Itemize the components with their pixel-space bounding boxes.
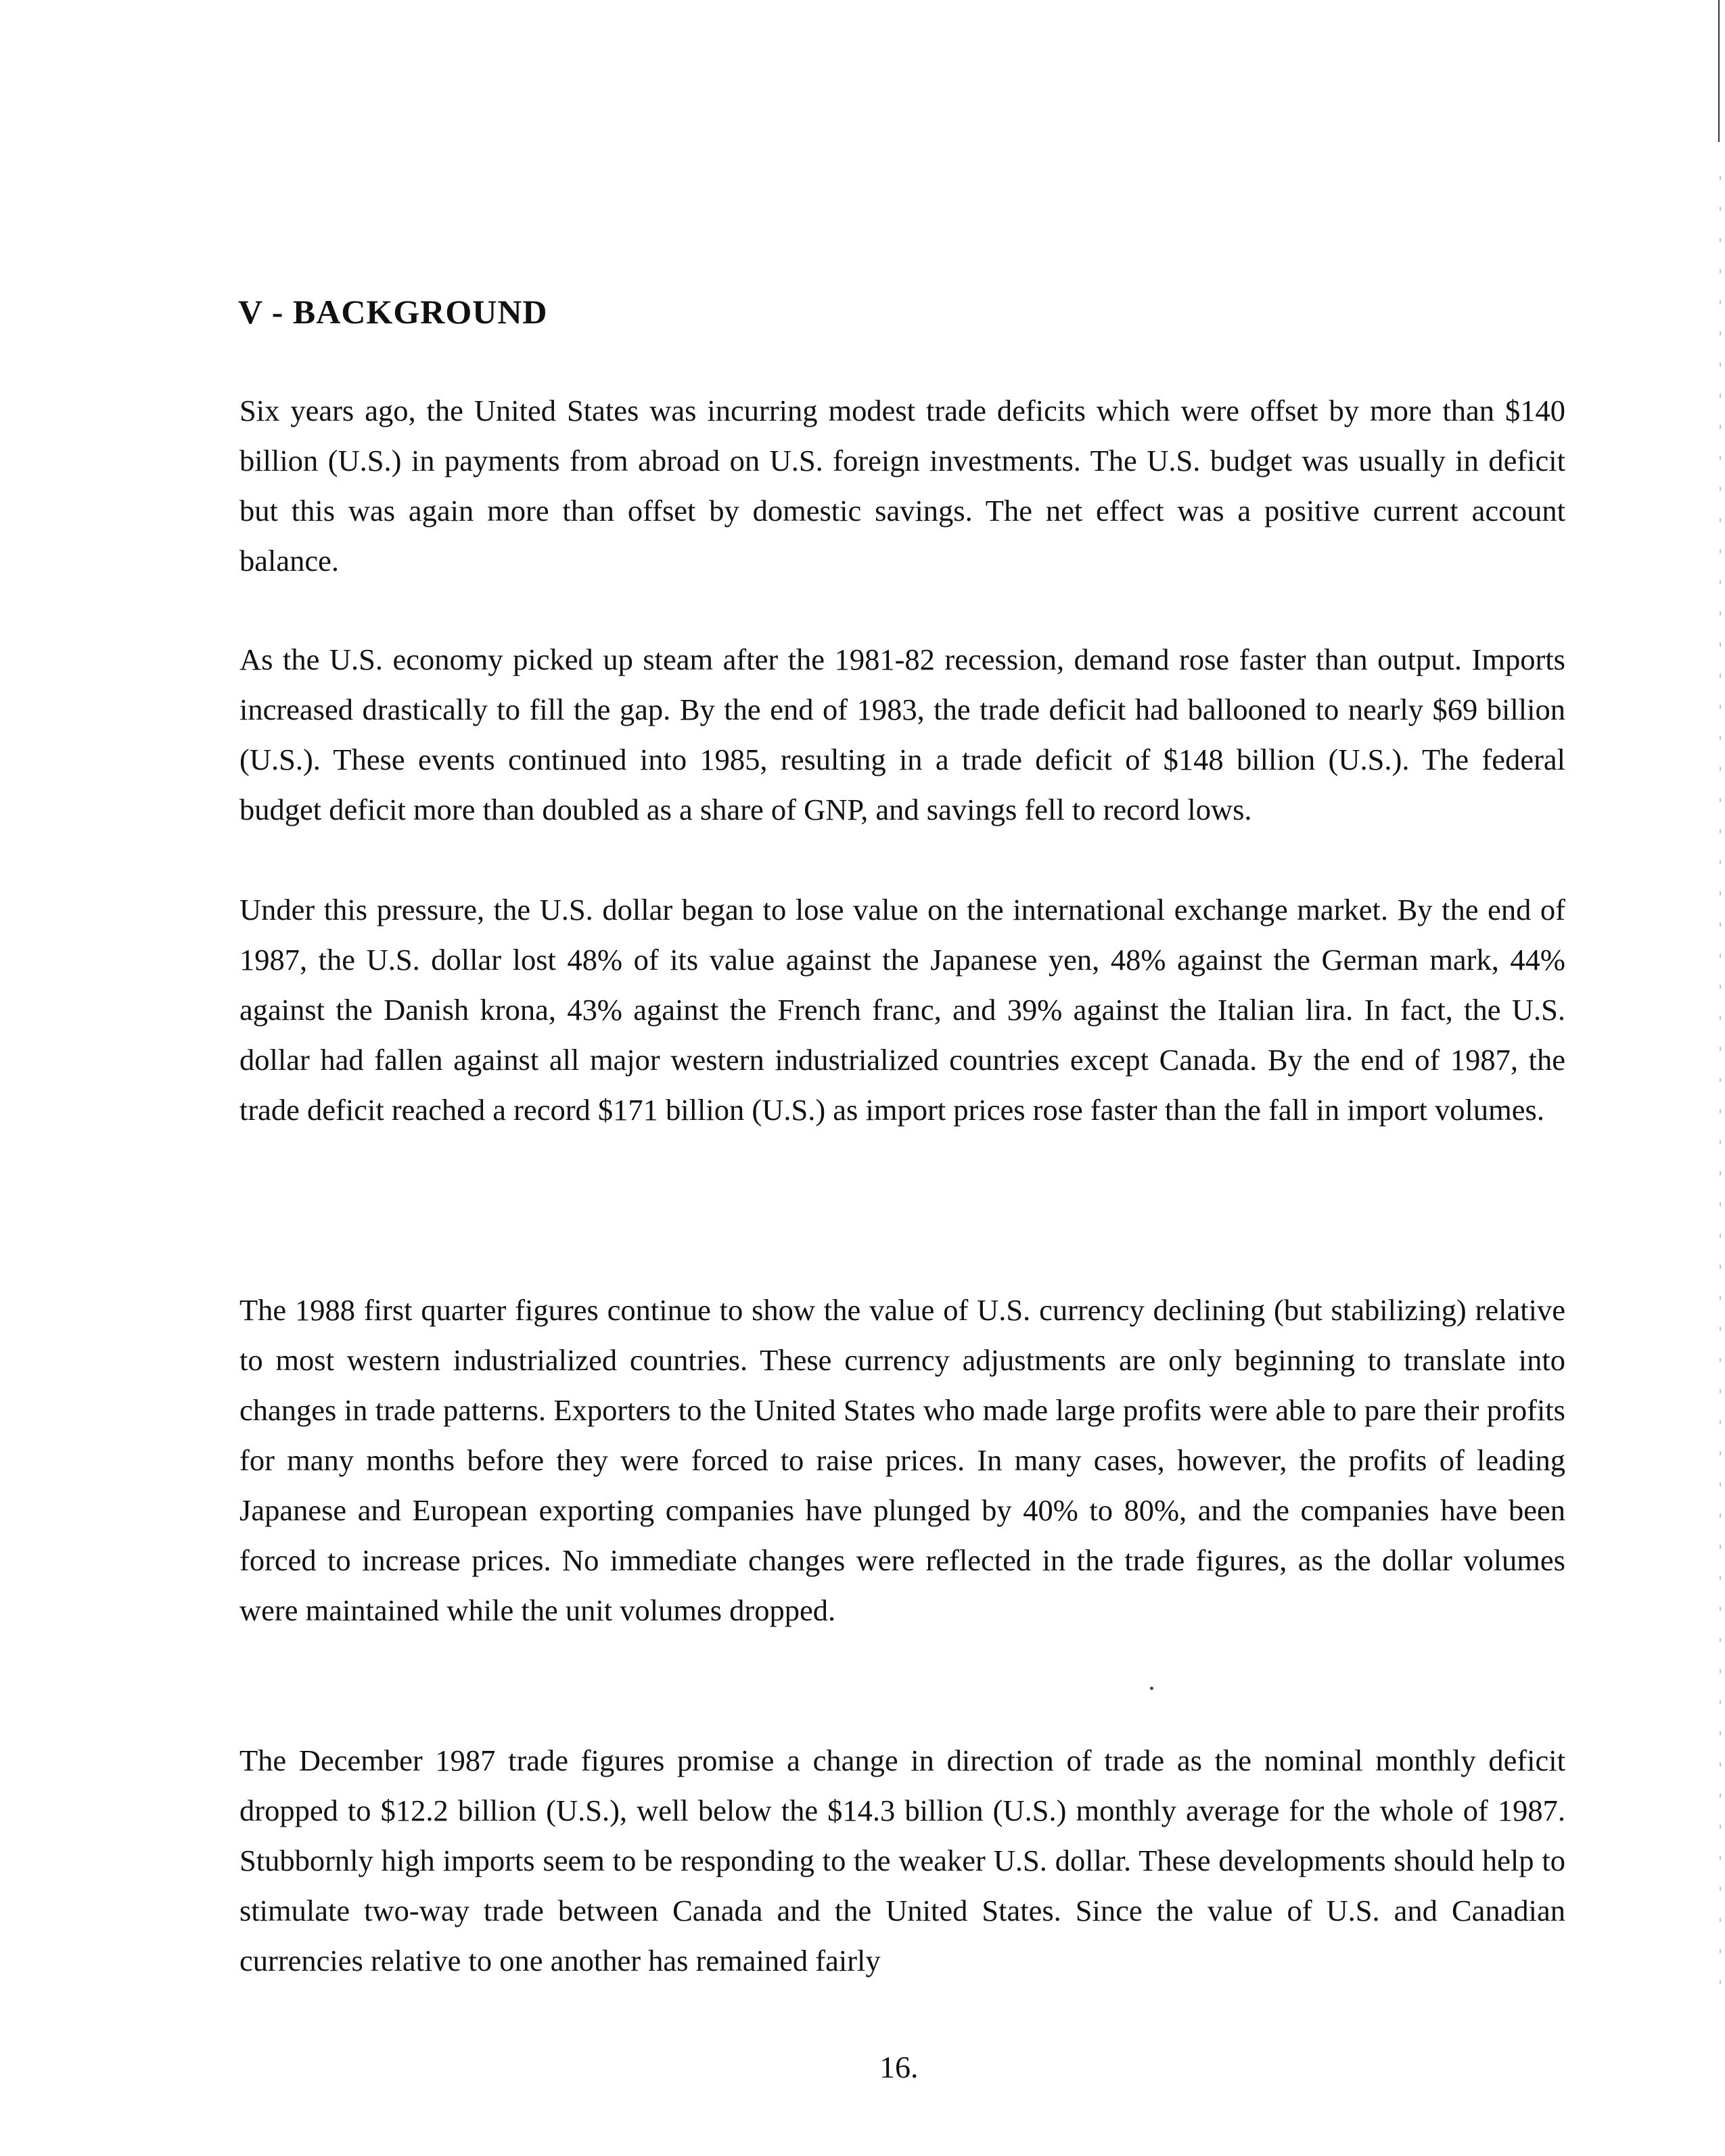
- paragraph-3: Under this pressure, the U.S. dollar began to lose value on the international exchange market. By the end of 1987, the U.S. dollar lost 48% of its value against the Japanese yen, 48% against the German mark, 44% against the Danish krona, 43% against the French franc, and 39% against the Italian lira. In fact, the U.S. dollar had fallen against all major western industrialized countries except Canada. By the end of 1987, the trade deficit reached a record $171 billion (U.S.) as import prices rose faster than the fall in import volumes.: [239, 893, 1565, 1127]
- scan-speck: [1150, 1687, 1153, 1690]
- scan-edge-line: [1718, 0, 1720, 142]
- paragraph-5: The December 1987 trade figures promise a change in direction of trade as the nominal monthly deficit dropped to $12.2 billion (U.S.), well below the $14.3 billion (U.S.) monthly average for the whole of 1987. Stubbornly high imports seem to be responding to the weaker U.S. dollar. These developments should help to stimulate two-way trade between Canada and the United States. Since the value of U.S. and Canadian currencies relative to one another has remained fairly: [239, 1743, 1565, 1977]
- paragraph-4: The 1988 first quarter figures continue to show the value of U.S. currency declining (but stabilizing) relative to most western industrialized countries. These currency adjustments are only beginning to translate into changes in trade patterns. Exporters to the United States who made large profits were able to pare their profits for many months before they were forced to raise prices. In many cases, however, the profits of leading Japanese and European exporting companies have plunged by 40% to 80%, and the companies have been forced to increase prices. No immediate changes were reflected in the trade figures, as the dollar volumes were maintained while the unit volumes dropped.: [239, 1293, 1565, 1627]
- paragraph-2: As the U.S. economy picked up steam after the 1981-82 recession, demand rose faster than output. Imports increased drastically to fill the gap. By the end of 1983, the trade deficit had ballooned to nearly $69 billion (U.S.). These events continued into 1985, resulting in a trade deficit of $148 billion (U.S.). The federal budget deficit more than doubled as a share of GNP, and savings fell to record lows.: [239, 642, 1565, 826]
- scan-edge-artifacts: [1720, 176, 1721, 2002]
- page-number: 16.: [879, 2050, 919, 2084]
- paragraph-1: Six years ago, the United States was incurring modest trade deficits which were offset by more than $140 billion (U.S.) in payments from abroad on U.S. foreign investments. The U.S. budget was usually in deficit but this was again more than offset by domestic savings. The net effect was a positive current account balance.: [239, 394, 1565, 578]
- section-heading: V - BACKGROUND: [238, 293, 548, 331]
